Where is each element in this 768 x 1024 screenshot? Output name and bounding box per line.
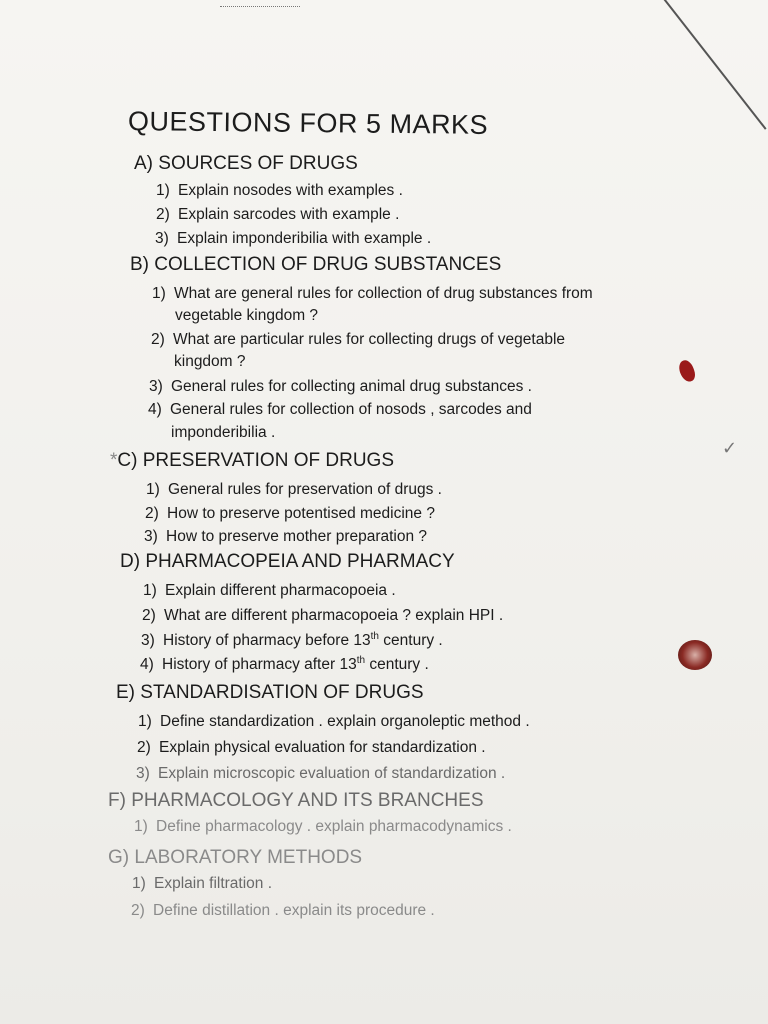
list-item: 1) Define standardization . explain organoleptic method . [138,713,530,730]
list-item: 4) General rules for collection of nosods , sarcodes and [148,401,532,418]
list-item: 1) What are general rules for collection of drug substances from [152,285,593,302]
page-fold-line [648,0,767,130]
list-item-continuation: vegetable kingdom ? [175,307,319,324]
list-item-continuation: imponderibilia . [171,424,276,441]
list-item: 2) What are particular rules for collecting drugs of vegetable [151,331,566,348]
list-item: 1) Explain nosodes with examples . [156,182,403,199]
scan-mark [220,6,300,9]
list-item: 3) History of pharmacy before 13th century . [141,631,443,650]
list-item-continuation: kingdom ? [174,353,246,370]
list-item: 1) Explain different pharmacopoeia . [143,582,396,599]
list-item: 3) How to preserve mother preparation ? [144,528,428,545]
list-item: 4) History of pharmacy after 13th century . [140,655,429,674]
list-item: 2) How to preserve potentised medicine ? [145,505,435,522]
list-item: 1) Define pharmacology . explain pharmacodynamics . [134,818,512,835]
section-g-heading: G) LABORATORY METHODS [108,847,363,868]
page-title: QUESTIONS FOR 5 MARKS [127,106,489,140]
section-e-heading: E) STANDARDISATION OF DRUGS [116,682,424,703]
list-item: 2) Explain sarcodes with example . [156,206,400,223]
stamp-mark [678,640,712,670]
section-b-heading: B) COLLECTION OF DRUG SUBSTANCES [130,254,502,275]
ink-blot-mark [677,358,698,383]
list-item: 1) General rules for preservation of drugs . [146,481,442,498]
list-item: 3) Explain microscopic evaluation of standardization . [136,765,506,782]
list-item: 2) Define distillation . explain its procedure . [131,902,435,919]
section-c-heading: *C) PRESERVATION OF DRUGS [110,450,394,471]
section-a-heading: A) SOURCES OF DRUGS [134,153,358,174]
section-d-heading: D) PHARMACOPEIA AND PHARMACY [120,551,455,572]
section-f-heading: F) PHARMACOLOGY AND ITS BRANCHES [108,790,484,811]
list-item: 2) Explain physical evaluation for standardization . [137,739,486,756]
list-item: 3) General rules for collecting animal drug substances . [149,378,532,395]
list-item: 3) Explain imponderibilia with example . [155,230,432,247]
check-mark-icon: ✓ [722,438,738,458]
list-item: 2) What are different pharmacopoeia ? explain HPI . [142,607,504,624]
list-item: 1) Explain filtration . [132,875,273,892]
